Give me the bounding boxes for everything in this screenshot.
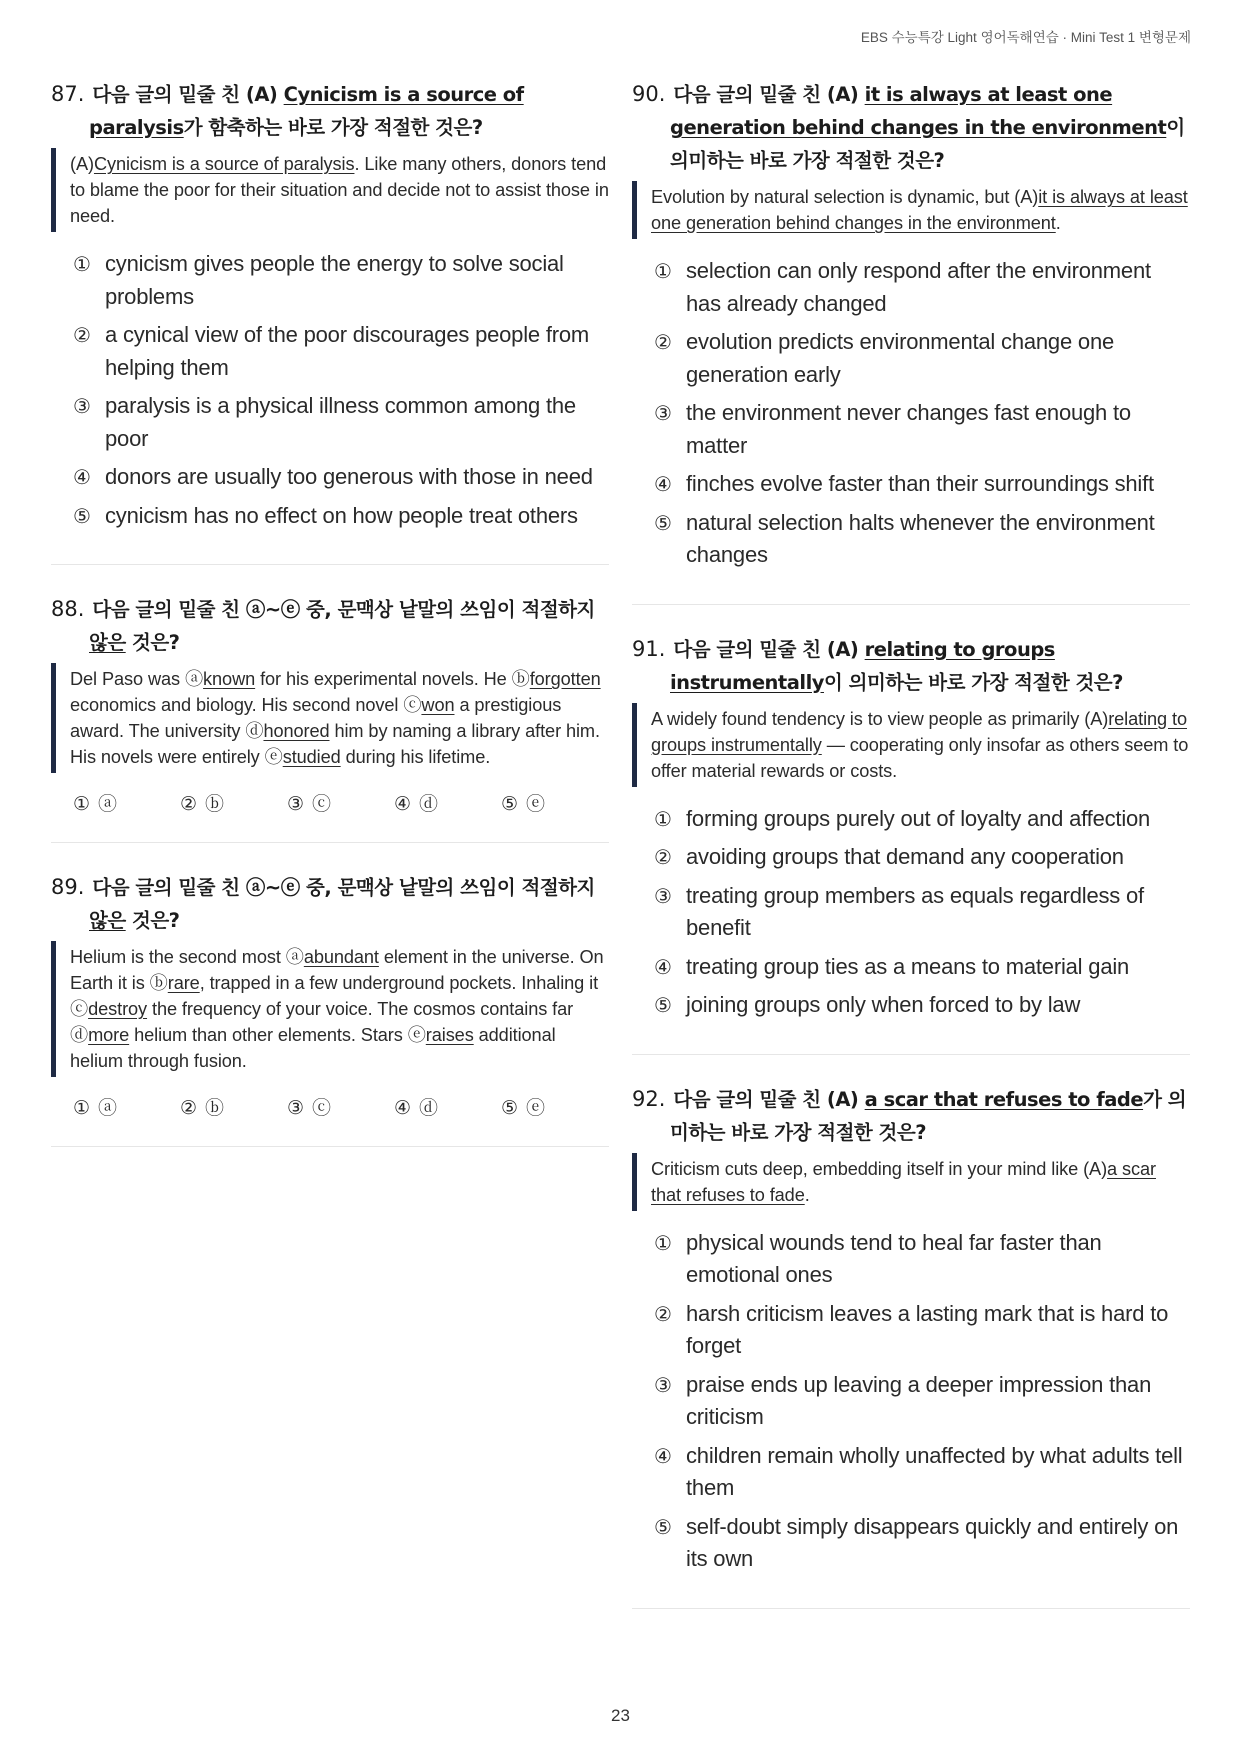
option-text: avoiding groups that demand any cooperation (686, 844, 1124, 869)
choice-number: ② (180, 793, 198, 815)
question-title (632, 78, 1190, 177)
choice-number: ③ (287, 793, 305, 815)
option-number: ③ (654, 883, 672, 908)
right-column (632, 78, 1190, 1637)
question-title (632, 633, 1190, 699)
choice-letter: ⓐ (98, 793, 118, 815)
passage-text: , trapped in a few underground pockets. Inhaling it ⓒ (70, 973, 599, 1019)
option[interactable] (654, 1298, 1190, 1363)
title-underlined-phrase: relating to groups instrumentally (670, 637, 1055, 694)
choice-letter: ⓔ (526, 793, 546, 815)
choice-letter: ⓔ (526, 1097, 546, 1119)
title-text: 다음 글의 밑줄 친 (A) (92, 83, 284, 106)
answer-choice[interactable] (180, 789, 287, 816)
title-underlined-phrase: it is always at least one generation behind changes in the environment (670, 83, 1167, 139)
passage-text: economics and biology. His second novel ⓒ (70, 695, 422, 715)
option[interactable] (654, 841, 1190, 874)
passage-text: helium than other elements. Stars ⓔ (129, 1025, 426, 1045)
title-underlined-phrase: a scar that refuses to fade (864, 1087, 1144, 1111)
title-text: 이 의미하는 바로 가장 적절한 것은? (670, 116, 1185, 172)
option-number: ⑤ (73, 503, 91, 528)
question-number: 87. (51, 82, 85, 106)
underlined-word: abundant (303, 947, 379, 967)
option-number: ② (73, 323, 91, 347)
option-number: ① (654, 1230, 672, 1255)
underlined-word: studied (282, 747, 341, 767)
option-number: ⑤ (654, 1514, 672, 1539)
passage-text: Helium is the second most ⓐ (70, 947, 304, 967)
question-number: 88. (51, 597, 85, 621)
option[interactable] (654, 397, 1190, 462)
passage-label: (A) (70, 154, 94, 174)
title-text: 것은? (125, 909, 180, 932)
option-text: natural selection halts whenever the environment changes (686, 509, 1155, 567)
option-number: ⑤ (654, 510, 672, 535)
option[interactable] (654, 880, 1190, 945)
option-text: joining groups only when forced to by law (686, 992, 1081, 1017)
answer-choice[interactable] (501, 1093, 608, 1120)
option-number: ⑤ (654, 993, 672, 1017)
option-number: ② (654, 330, 672, 354)
underlined-word: raises (425, 1025, 474, 1045)
answer-choices (51, 1093, 609, 1120)
choice-letter: ⓐ (98, 1097, 118, 1119)
question-89 (51, 871, 609, 1147)
option[interactable] (654, 803, 1190, 836)
question-90 (632, 78, 1190, 605)
option-number: ④ (73, 465, 91, 489)
answer-choice[interactable] (394, 1093, 501, 1120)
passage-text: a prestigious award. The university ⓓ (70, 695, 562, 741)
option-text: paralysis is a physical illness common among the poor (105, 393, 576, 451)
option[interactable] (73, 461, 609, 494)
title-underlined-phrase: Cynicism is a source of paralysis (89, 83, 524, 139)
option-text: cynicism has no effect on how people treat others (105, 502, 578, 528)
passage-text: the frequency of your voice. The cosmos contains far ⓓ (70, 999, 574, 1045)
passage-text: . (1055, 213, 1061, 233)
question-88 (51, 593, 609, 843)
option-text: harsh criticism leaves a lasting mark that is hard to forget (686, 1300, 1169, 1358)
title-text: 다음 글의 밑줄 친 (A) (673, 637, 865, 661)
choice-letter: ⓓ (419, 1097, 439, 1119)
answer-choice[interactable] (287, 1093, 394, 1120)
choice-letter: ⓒ (312, 1097, 332, 1119)
question-92 (632, 1083, 1190, 1609)
answer-choice[interactable] (501, 789, 608, 816)
question-title (51, 593, 609, 659)
passage (632, 1153, 1190, 1211)
title-underlined-word: 않은 (89, 631, 126, 654)
question-title (51, 78, 609, 144)
options-list (632, 803, 1190, 1022)
option[interactable] (73, 248, 609, 313)
option[interactable] (654, 951, 1190, 984)
passage (51, 663, 609, 773)
choice-number: ⑤ (501, 1097, 519, 1119)
option-text: children remain wholly unaffected by what adults tell them (686, 1442, 1183, 1500)
passage-text: Evolution by natural selection is dynamic, but (A) (651, 187, 1039, 207)
option-text: praise ends up leaving a deeper impression than criticism (686, 1371, 1152, 1429)
title-text: 가 함축하는 바로 가장 적절한 것은? (183, 116, 483, 139)
option-number: ② (654, 845, 672, 869)
choice-number: ② (180, 1097, 198, 1119)
title-text: 다음 글의 밑줄 친 (A) (673, 83, 865, 106)
option-text: treating group ties as a means to material gain (686, 953, 1130, 979)
underlined-word: won (421, 695, 455, 715)
title-text: 가 의미하는 바로 가장 적절한 것은? (670, 1087, 1187, 1144)
option[interactable] (654, 468, 1190, 501)
choice-number: ⑤ (501, 793, 519, 815)
option[interactable] (654, 1227, 1190, 1292)
passage-text: — cooperating only insofar as others seem to offer material rewards or costs. (651, 734, 1189, 781)
answer-choice[interactable] (73, 1093, 180, 1120)
option[interactable] (654, 1511, 1190, 1576)
answer-choice[interactable] (180, 1093, 287, 1120)
passage-underlined-phrase: it is always at least one generation behind changes in the environment (651, 187, 1188, 233)
option-number: ① (73, 252, 91, 276)
option[interactable] (654, 989, 1190, 1022)
option-number: ③ (654, 401, 672, 425)
choice-number: ① (73, 793, 91, 815)
option[interactable] (73, 500, 609, 533)
option-number: ④ (654, 1443, 672, 1468)
option[interactable] (654, 1369, 1190, 1434)
question-number: 91. (632, 636, 666, 661)
option-text: finches evolve faster than their surroundings shift (686, 471, 1154, 496)
option-text: self-doubt simply disappears quickly and entirely on its own (686, 1513, 1179, 1571)
question-number: 89. (51, 875, 85, 899)
choice-number: ③ (287, 1097, 305, 1119)
question-87 (51, 78, 609, 565)
passage-text: him by naming a library after him. His novels were entirely ⓔ (70, 721, 600, 767)
option[interactable] (654, 507, 1190, 572)
choice-number: ④ (394, 1097, 412, 1119)
passage-underlined-phrase: relating to groups instrumentally (651, 708, 1187, 755)
option[interactable] (654, 326, 1190, 391)
passage-text: A widely found tendency is to view people as primarily (A) (651, 708, 1109, 729)
passage-text: . Like many others, donors tend to blame the poor for their situation and decide not to assist those in need. (70, 154, 609, 226)
passage-text: Criticism cuts deep, embedding itself in your mind like (A) (651, 1158, 1108, 1179)
underlined-word: honored (263, 721, 330, 741)
choice-letter: ⓑ (205, 1097, 225, 1119)
option-text: donors are usually too generous with those in need (105, 464, 593, 489)
question-91 (632, 633, 1190, 1055)
choice-letter: ⓒ (312, 793, 332, 815)
option-number: ④ (654, 472, 672, 496)
title-underlined-word: 않은 (89, 909, 126, 932)
choice-letter: ⓓ (419, 793, 439, 815)
underlined-word: more (88, 1025, 130, 1045)
passage-text: during his lifetime. (340, 747, 491, 767)
option-text: forming groups purely out of loyalty and affection (686, 805, 1151, 831)
passage-text: additional helium through fusion. (70, 1025, 556, 1071)
choice-number: ④ (394, 793, 412, 815)
option-text: the environment never changes fast enough to matter (686, 400, 1131, 458)
option-text: a cynical view of the poor discourages people from helping them (105, 322, 590, 380)
choice-letter: ⓑ (205, 793, 225, 815)
options-list (51, 248, 609, 532)
option-text: evolution predicts environmental change one generation early (686, 329, 1115, 387)
question-title (632, 1083, 1190, 1149)
passage-text: for his experimental novels. He ⓑ (255, 669, 530, 689)
option-number: ③ (73, 394, 91, 418)
option-number: ③ (654, 1372, 672, 1397)
title-text: 것은? (125, 631, 180, 654)
option-text: selection can only respond after the environment has already changed (686, 258, 1151, 316)
title-text: 이 의미하는 바로 가장 적절한 것은? (823, 670, 1123, 694)
passage-text: element in the universe. On Earth it is ⓑ (70, 947, 604, 993)
page-number: 23 (611, 1706, 630, 1725)
choice-number: ① (73, 1097, 91, 1119)
question-number: 92. (632, 1086, 666, 1111)
passage-underlined-phrase: a scar that refuses to fade (651, 1158, 1156, 1205)
option-number: ② (654, 1301, 672, 1326)
answer-choice[interactable] (287, 789, 394, 816)
running-header: EBS 수능특강 Light 영어독해연습 · Mini Test 1 변형문제 (860, 30, 1191, 45)
option-text: physical wounds tend to heal far faster than emotional ones (686, 1229, 1102, 1287)
question-title (51, 871, 609, 937)
underlined-word: destroy (88, 999, 148, 1019)
option[interactable] (73, 390, 609, 455)
title-text: 다음 글의 밑줄 친 ⓐ~ⓔ 중, 문맥상 낱말의 쓰임이 적절하지 (92, 598, 595, 621)
option-number: ④ (654, 954, 672, 979)
option-number: ① (654, 259, 672, 283)
passage (632, 181, 1190, 239)
option[interactable] (654, 1440, 1190, 1505)
underlined-word: forgotten (529, 669, 601, 689)
options-list (632, 255, 1190, 572)
option-text: treating group members as equals regardless of benefit (686, 882, 1144, 940)
option-text: cynicism gives people the energy to solve social problems (105, 251, 564, 309)
underlined-word: rare (167, 973, 200, 993)
answer-choice[interactable] (73, 789, 180, 816)
passage (51, 148, 609, 232)
option[interactable] (73, 319, 609, 384)
option-number: ① (654, 806, 672, 831)
options-list (632, 1227, 1190, 1576)
passage (51, 941, 609, 1077)
question-number: 90. (632, 82, 666, 106)
option[interactable] (654, 255, 1190, 320)
answer-choices (51, 789, 609, 816)
passage-text: . (804, 1184, 810, 1205)
title-text: 다음 글의 밑줄 친 (A) (673, 1087, 865, 1111)
passage-underlined-phrase: Cynicism is a source of paralysis (93, 154, 355, 174)
passage-text: Del Paso was ⓐ (70, 669, 204, 689)
answer-choice[interactable] (394, 789, 501, 816)
passage (632, 703, 1190, 787)
title-text: 다음 글의 밑줄 친 ⓐ~ⓔ 중, 문맥상 낱말의 쓰임이 적절하지 (92, 876, 595, 899)
left-column (51, 78, 609, 1175)
underlined-word: known (203, 669, 256, 689)
